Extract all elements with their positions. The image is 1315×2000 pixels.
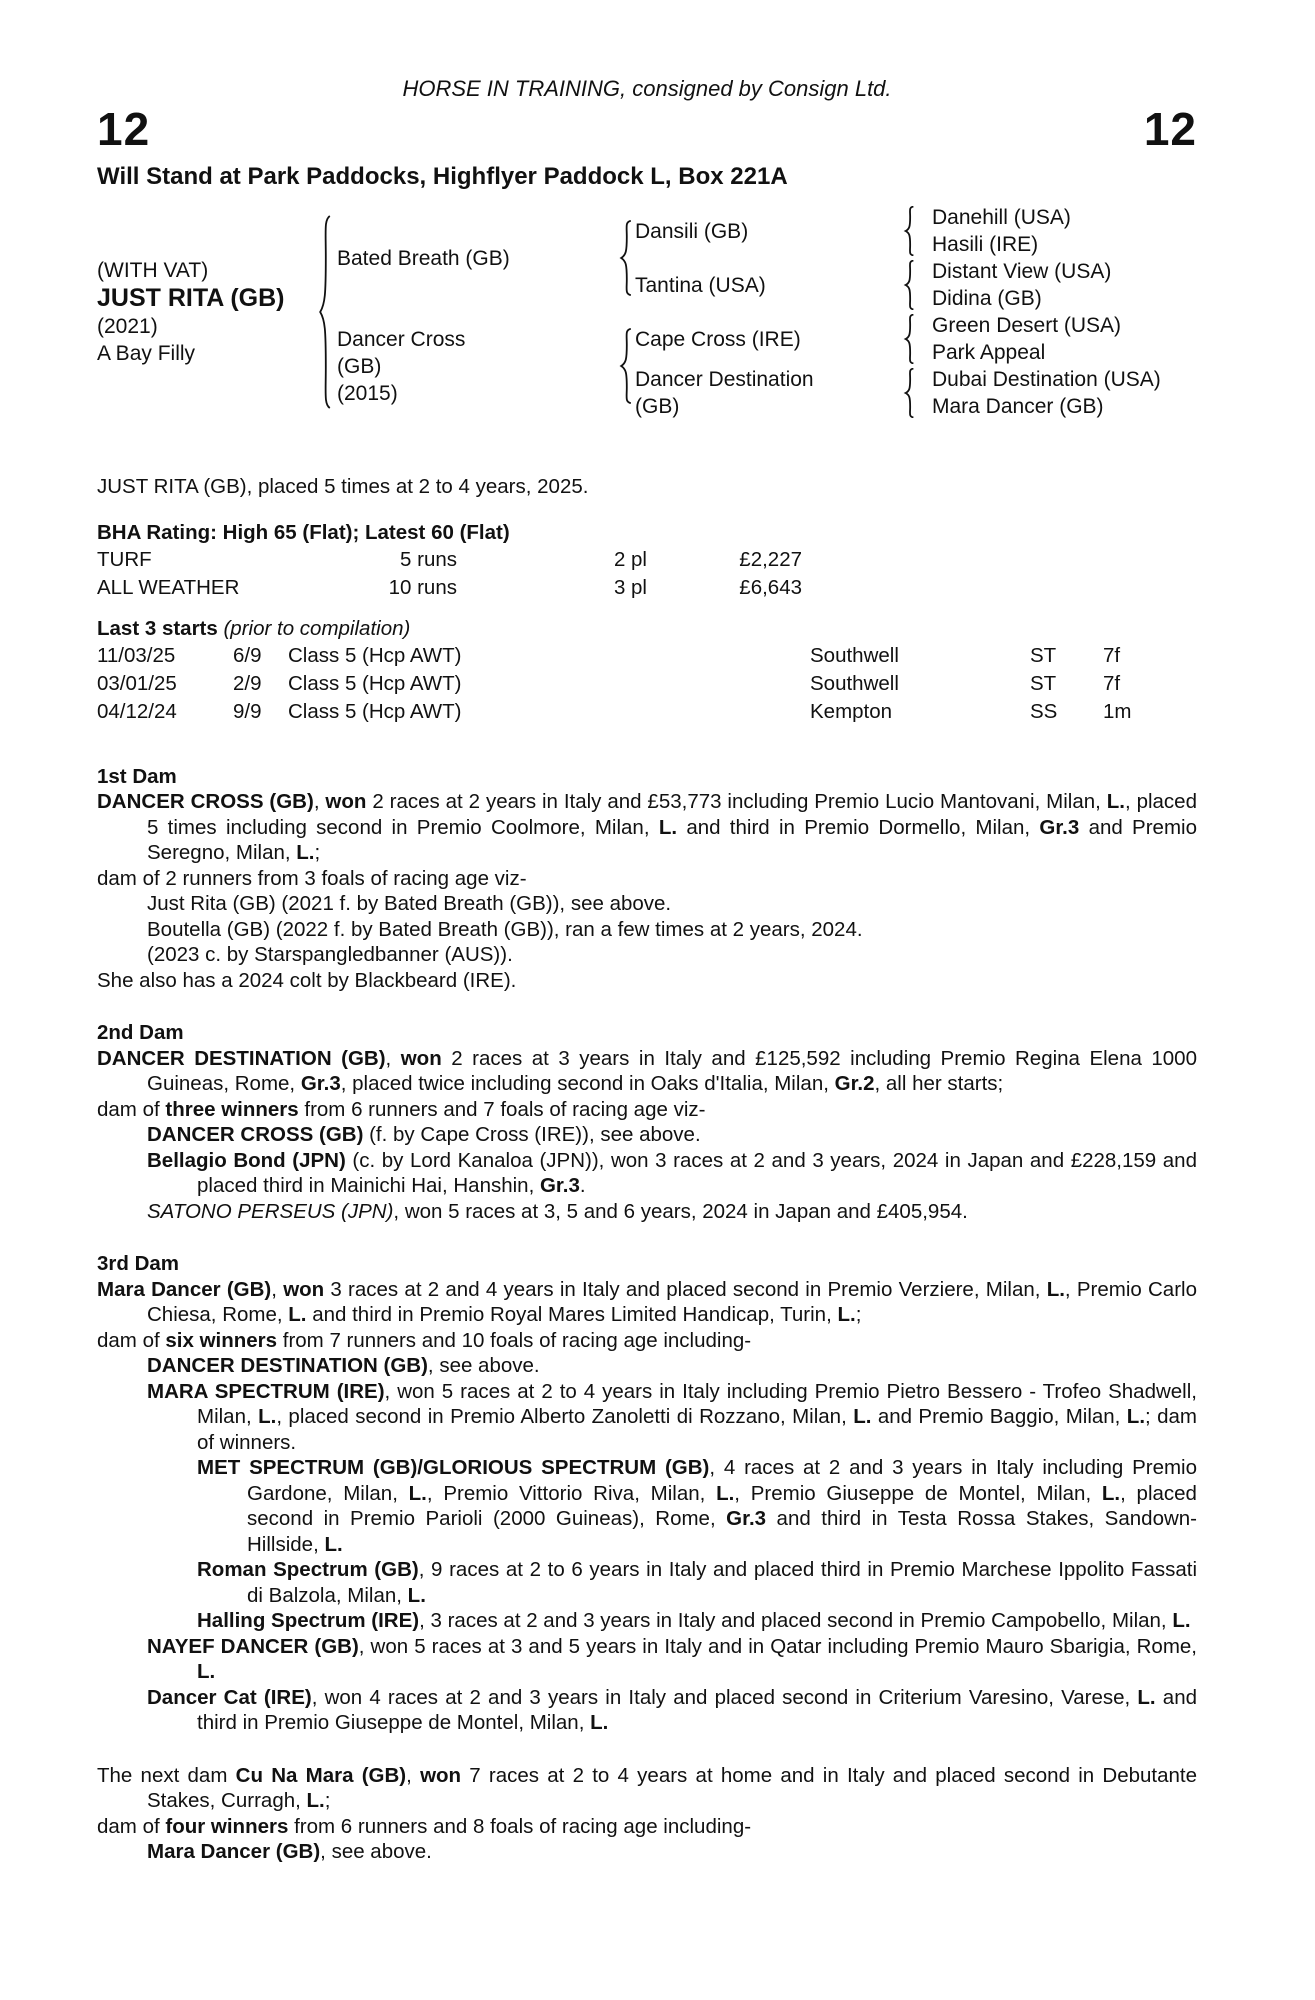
text-run: 7 races at 2 to 4 years at home and in Italy and placed second in Debutante Stakes, Curragh, xyxy=(147,1763,1197,1812)
text-run: and Premio Baggio, Milan, xyxy=(871,1405,1127,1428)
text-run: , won 4 races at 2 and 3 years in Italy and placed second in Criterium Varesino, Varese, xyxy=(311,1685,1138,1709)
text-run: DANCER DESTINATION (GB) xyxy=(97,1046,386,1070)
text-run: L. xyxy=(197,1660,216,1683)
text-run: 2 races at 3 years in Italy and £125,592 including Premio Regina Elena 1000 Guineas, Rome, xyxy=(147,1046,1197,1095)
pedigree-generation-1 xyxy=(337,204,1161,420)
text-run: . xyxy=(579,1174,586,1197)
grandsire-pair xyxy=(635,312,1161,366)
pedigree-text-paragraph xyxy=(97,1557,1197,1608)
text-run: dam of 2 runners from 3 foals of racing age viz- xyxy=(97,866,527,890)
text-run: Halling Spectrum (IRE) xyxy=(197,1609,420,1632)
text-run: DANCER DESTINATION (GB) xyxy=(147,1354,428,1377)
pedigree-brace-dam xyxy=(617,328,635,404)
text-run: , xyxy=(406,1763,421,1787)
section-paragraphs xyxy=(97,1763,1197,1865)
text-run: SATONO PERSEUS (JPN) xyxy=(147,1199,394,1223)
pedigree-text-paragraph xyxy=(97,1046,1197,1097)
text-run: (c. by Lord Kanaloa (JPN)), won 3 races at 2 and 3 years, 2024 in Japan and £228,159 and placed third in Mainichi Hai, Hanshin, xyxy=(197,1148,1197,1197)
horse-info-block xyxy=(97,257,312,367)
text-run: L. xyxy=(408,1481,427,1505)
text-run: and third in Premio Dormello, Milan, xyxy=(677,815,1040,839)
pedigree-text-paragraph xyxy=(97,1608,1197,1634)
text-run: Gr.2 xyxy=(834,1072,875,1095)
table-cell: 6/9 xyxy=(233,643,262,667)
race-start-row xyxy=(97,642,1197,670)
table-cell: 2 pl xyxy=(613,547,647,571)
lot-number-left: 12 xyxy=(97,103,151,155)
text-run: 2 races at 2 years in Italy and £53,773 including Premio Lucio Mantovani, Milan, xyxy=(366,790,1107,813)
lot-number-row xyxy=(97,104,1197,158)
text-run: , Premio Vittorio Riva, Milan, xyxy=(426,1481,717,1505)
pedigree-text-paragraph xyxy=(97,1199,1197,1225)
text-run: dam of xyxy=(97,1097,166,1121)
table-cell: Kempton xyxy=(810,699,893,723)
great-grandparents xyxy=(918,204,1071,258)
text-run: won xyxy=(420,1763,462,1787)
text-run: , placed second in Premio Alberto Zanoletti di Rozzano, Milan, xyxy=(276,1405,854,1428)
text-run: L. xyxy=(658,815,678,839)
pedigree-text-paragraph xyxy=(97,891,1197,917)
text-run: and third in Premio Royal Mares Limited Handicap, Turin, xyxy=(306,1303,838,1326)
text-run: Dancer Cat (IRE) xyxy=(147,1685,312,1709)
text-run: L. xyxy=(258,1405,277,1428)
text-run: ; xyxy=(324,1789,331,1812)
great-grandparent-name: Green Desert (USA) xyxy=(932,314,1122,337)
text-run: , see above. xyxy=(427,1354,540,1377)
pedigree-text-paragraph xyxy=(97,1353,1197,1379)
bha-stats-table xyxy=(97,546,1197,602)
text-run: L. xyxy=(1172,1609,1191,1632)
text-run: , won 5 races at 3, 5 and 6 years, 2024 in Japan and £405,954. xyxy=(393,1199,968,1223)
text-run: (f. by Cape Cross (IRE)), see above. xyxy=(363,1123,701,1146)
text-run: The next dam xyxy=(97,1763,236,1787)
great-grandparent-name: Park Appeal xyxy=(932,341,1046,364)
table-cell: 3 pl xyxy=(613,575,647,599)
pedigree-text-paragraph xyxy=(97,866,1197,892)
table-cell: ST xyxy=(1030,643,1057,667)
great-grandparent-name: Danehill (USA) xyxy=(932,206,1071,229)
text-run: Mara Dancer (GB) xyxy=(147,1840,321,1863)
text-run: Gr.3 xyxy=(726,1507,767,1530)
pedigree-text-paragraph xyxy=(97,1328,1197,1354)
pedigree-text-paragraph xyxy=(97,1379,1197,1456)
text-run: Gr.3 xyxy=(300,1072,341,1095)
sire-name: Bated Breath (GB) xyxy=(337,246,510,270)
text-run: L. xyxy=(837,1303,856,1326)
text-run: , won 5 races at 3 and 5 years in Italy and in Qatar including Premio Mauro Sbarigia, Rome, xyxy=(358,1634,1197,1658)
text-run: L. xyxy=(288,1303,307,1326)
text-run: L. xyxy=(590,1711,609,1734)
table-cell: ST xyxy=(1030,671,1057,695)
table-cell: 11/03/25 xyxy=(97,643,176,667)
text-run: , xyxy=(313,790,326,813)
text-run: won xyxy=(400,1046,442,1070)
text-run: , placed 5 times including second in Premio Coolmore, Milan, xyxy=(147,790,1197,839)
text-run: (2023 c. by Starspangledbanner (AUS)). xyxy=(147,943,513,966)
table-cell: 1m xyxy=(1103,699,1132,723)
table-cell: TURF xyxy=(97,547,152,571)
table-cell: Class 5 (Hcp AWT) xyxy=(288,699,462,723)
text-run: , 3 races at 2 and 3 years in Italy and placed second in Premio Campobello, Milan, xyxy=(419,1609,1173,1632)
table-cell: ALL WEATHER xyxy=(97,575,240,599)
great-grandparent-name: Mara Dancer (GB) xyxy=(932,395,1104,418)
table-cell: £6,643 xyxy=(739,575,802,599)
race-record-summary: JUST RITA (GB), placed 5 times at 2 to 4 years, 2025. xyxy=(97,475,589,498)
section-third-dam xyxy=(97,1251,1197,1736)
section-heading: 3rd Dam xyxy=(97,1252,180,1275)
text-run: ; xyxy=(314,841,321,864)
section-paragraphs xyxy=(97,789,1197,993)
bha-rating-block xyxy=(97,520,1197,602)
pedigree-text-paragraph xyxy=(97,1097,1197,1123)
great-grandparents xyxy=(918,366,1161,420)
pedigree-text-paragraph xyxy=(97,917,1197,943)
horse-year: (2021) xyxy=(97,315,158,338)
great-grandparents xyxy=(918,312,1121,366)
pedigree-text-paragraph xyxy=(97,1839,1197,1865)
pedigree-brace-sire xyxy=(617,220,635,296)
bha-stats-row xyxy=(97,574,1197,602)
text-run: three winners xyxy=(165,1097,299,1121)
text-run: and third in Testa Rossa Stakes, Sandown-Hillside, xyxy=(247,1507,1197,1556)
section-first-dam xyxy=(97,764,1197,994)
race-start-row xyxy=(97,698,1197,726)
table-cell: 03/01/25 xyxy=(97,671,177,695)
bha-rating-heading: BHA Rating: High 65 (Flat); Latest 60 (Flat) xyxy=(97,520,510,544)
pedigree-brace-main xyxy=(312,214,337,410)
text-run: Bellagio Bond (JPN) xyxy=(147,1148,346,1172)
text-run: from 6 runners and 8 foals of racing age including- xyxy=(288,1814,752,1838)
pedigree-brace-pair xyxy=(900,260,918,310)
last-starts-block xyxy=(97,616,1197,726)
text-run: and third in Premio Giuseppe de Montel, Milan, xyxy=(197,1685,1197,1734)
table-cell: 2/9 xyxy=(233,671,262,695)
pedigree-text-paragraph xyxy=(97,968,1197,994)
last-starts-heading xyxy=(97,616,1197,642)
grandparent-name: Dancer Destination (GB) xyxy=(635,368,814,418)
table-cell: Southwell xyxy=(810,671,899,695)
text-run: , xyxy=(385,1046,401,1070)
pedigree-text-paragraph xyxy=(97,1763,1197,1814)
table-cell: Class 5 (Hcp AWT) xyxy=(288,671,462,695)
pedigree-brace-pair xyxy=(900,314,918,364)
text-run: 3 races at 2 and 4 years in Italy and placed second in Premio Verziere, Milan, xyxy=(324,1277,1047,1301)
text-run: MARA SPECTRUM (IRE) xyxy=(147,1379,385,1403)
table-cell: 9/9 xyxy=(233,699,262,723)
pedigree-text-paragraph xyxy=(97,1277,1197,1328)
text-run: DANCER CROSS (GB) xyxy=(147,1123,364,1146)
text-run: won xyxy=(325,790,367,813)
text-run: from 7 runners and 10 foals of racing age including- xyxy=(277,1328,752,1352)
pedigree-text-paragraph xyxy=(97,1685,1197,1736)
great-grandparents xyxy=(918,258,1111,312)
page-header-note: HORSE IN TRAINING, consigned by Consign Ltd. xyxy=(402,76,892,101)
text-run: , all her starts; xyxy=(874,1072,1004,1095)
text-run: Boutella (GB) (2022 f. by Bated Breath (GB)), ran a few times at 2 years, 2024. xyxy=(147,917,863,941)
text-run: dam of xyxy=(97,1328,166,1352)
last-starts-heading-italic: (prior to compilation) xyxy=(217,616,411,640)
granddam-pair xyxy=(635,366,1161,420)
last-starts-table xyxy=(97,642,1197,726)
great-grandparent-name: Didina (GB) xyxy=(932,287,1042,310)
section-second-dam xyxy=(97,1020,1197,1224)
pedigree-text-paragraph xyxy=(97,1455,1197,1557)
grandparent-name: Cape Cross (IRE) xyxy=(635,327,801,351)
text-run: , Premio Carlo Chiesa, Rome, xyxy=(147,1277,1197,1326)
pedigree-brace-pair xyxy=(900,368,918,418)
table-cell: SS xyxy=(1030,699,1058,723)
grandsire-pair xyxy=(635,204,1111,258)
bha-stats-row xyxy=(97,546,1197,574)
text-run: L. xyxy=(1106,790,1125,813)
text-run: won xyxy=(283,1277,325,1301)
text-run: , Premio Giuseppe de Montel, Milan, xyxy=(734,1481,1102,1505)
text-run: Roman Spectrum (GB) xyxy=(197,1558,419,1581)
horse-description: A Bay Filly xyxy=(97,342,196,365)
text-run: NAYEF DANCER (GB) xyxy=(147,1634,359,1658)
horse-name: JUST RITA (GB) xyxy=(97,284,285,312)
section-heading: 2nd Dam xyxy=(97,1021,184,1044)
text-run: and Premio Seregno, Milan, xyxy=(147,815,1197,864)
dam-parents xyxy=(635,312,1161,420)
text-run: She also has a 2024 colt by Blackbeard (IRE). xyxy=(97,968,517,992)
sire-group xyxy=(337,204,1161,312)
text-run: MET SPECTRUM (GB)/GLORIOUS SPECTRUM (GB) xyxy=(197,1456,710,1479)
text-run: L. xyxy=(1126,1405,1146,1428)
text-run: L. xyxy=(716,1481,735,1505)
text-run: four winners xyxy=(165,1814,289,1838)
pedigree-text-paragraph xyxy=(97,942,1197,968)
section-paragraphs xyxy=(97,1277,1197,1736)
stand-location-line: Will Stand at Park Paddocks, Highflyer Paddock L, Box 221A xyxy=(97,163,788,190)
text-run: dam of xyxy=(97,1814,166,1838)
text-run: Just Rita (GB) (2021 f. by Bated Breath (GB)), see above. xyxy=(147,892,672,915)
pedigree-text-paragraph xyxy=(97,1814,1197,1840)
text-run: L. xyxy=(407,1583,426,1607)
table-cell: 7f xyxy=(1103,671,1121,695)
text-run: six winners xyxy=(165,1328,278,1352)
text-run: DANCER CROSS (GB) xyxy=(97,790,314,813)
text-run: Gr.3 xyxy=(539,1174,580,1197)
pedigree-table xyxy=(97,204,1197,420)
pedigree-text-paragraph xyxy=(97,789,1197,866)
text-run: ; dam of winners. xyxy=(197,1405,1197,1454)
dam-group xyxy=(337,312,1161,420)
table-cell: £2,227 xyxy=(739,547,802,571)
text-run: , 9 races at 2 to 6 years in Italy and placed third in Premio Marchese Ippolito Fassati di Balzola, Milan, xyxy=(247,1558,1198,1607)
table-cell: 5 runs xyxy=(400,547,457,571)
text-run: L. xyxy=(1046,1277,1065,1301)
great-grandparent-name: Hasili (IRE) xyxy=(932,233,1039,256)
section-heading: 1st Dam xyxy=(97,764,177,788)
last-starts-heading-bold: Last 3 starts xyxy=(97,616,218,640)
text-run: from 6 runners and 7 foals of racing age viz- xyxy=(298,1097,706,1121)
section-next-dam xyxy=(97,1763,1197,1865)
text-run: , see above. xyxy=(320,1840,432,1863)
text-run: L. xyxy=(1101,1481,1121,1505)
text-run: , 4 races at 2 and 3 years in Italy including Premio Gardone, Milan, xyxy=(247,1456,1197,1505)
table-cell: 10 runs xyxy=(388,575,457,599)
sire-parents xyxy=(635,204,1111,312)
grandparent-name: Tantina (USA) xyxy=(635,273,766,297)
text-run: L. xyxy=(324,1532,343,1556)
text-run: , placed twice including second in Oaks d'Italia, Milan, xyxy=(340,1072,835,1095)
text-run: L. xyxy=(296,841,315,864)
lot-number-right: 12 xyxy=(1143,103,1197,155)
text-run: Cu Na Mara (GB) xyxy=(235,1763,407,1787)
race-start-row xyxy=(97,670,1197,698)
pedigree-brace-pair xyxy=(900,206,918,256)
table-cell: 04/12/24 xyxy=(97,699,177,723)
section-paragraphs xyxy=(97,1046,1197,1225)
table-cell: Class 5 (Hcp AWT) xyxy=(288,643,462,667)
text-run: L. xyxy=(306,1789,325,1812)
grandparent-name: Dansili (GB) xyxy=(635,219,749,243)
text-run: L. xyxy=(1137,1685,1156,1709)
great-grandparent-name: Dubai Destination (USA) xyxy=(932,368,1161,391)
text-run: , xyxy=(271,1277,284,1301)
text-run: ; xyxy=(855,1303,862,1326)
pedigree-text-paragraph xyxy=(97,1634,1197,1685)
pedigree-text-paragraph xyxy=(97,1148,1197,1199)
dam-name: Dancer Cross (GB) (2015) xyxy=(337,327,466,405)
text-run: , placed second in Premio Parioli (2000 Guineas), Rome, xyxy=(247,1481,1197,1530)
vat-note: (WITH VAT) xyxy=(97,259,209,282)
text-run: Gr.3 xyxy=(1039,815,1080,839)
text-run: Mara Dancer (GB) xyxy=(97,1277,272,1301)
great-grandparent-name: Distant View (USA) xyxy=(932,260,1112,283)
table-cell: Southwell xyxy=(810,643,899,667)
table-cell: 7f xyxy=(1103,643,1121,667)
granddam-pair xyxy=(635,258,1111,312)
text-run: L. xyxy=(853,1405,872,1428)
text-run: , won 5 races at 2 to 4 years in Italy including Premio Pietro Bessero - Trofeo Shadwell, Milan, xyxy=(197,1379,1197,1428)
pedigree-text-paragraph xyxy=(97,1122,1197,1148)
